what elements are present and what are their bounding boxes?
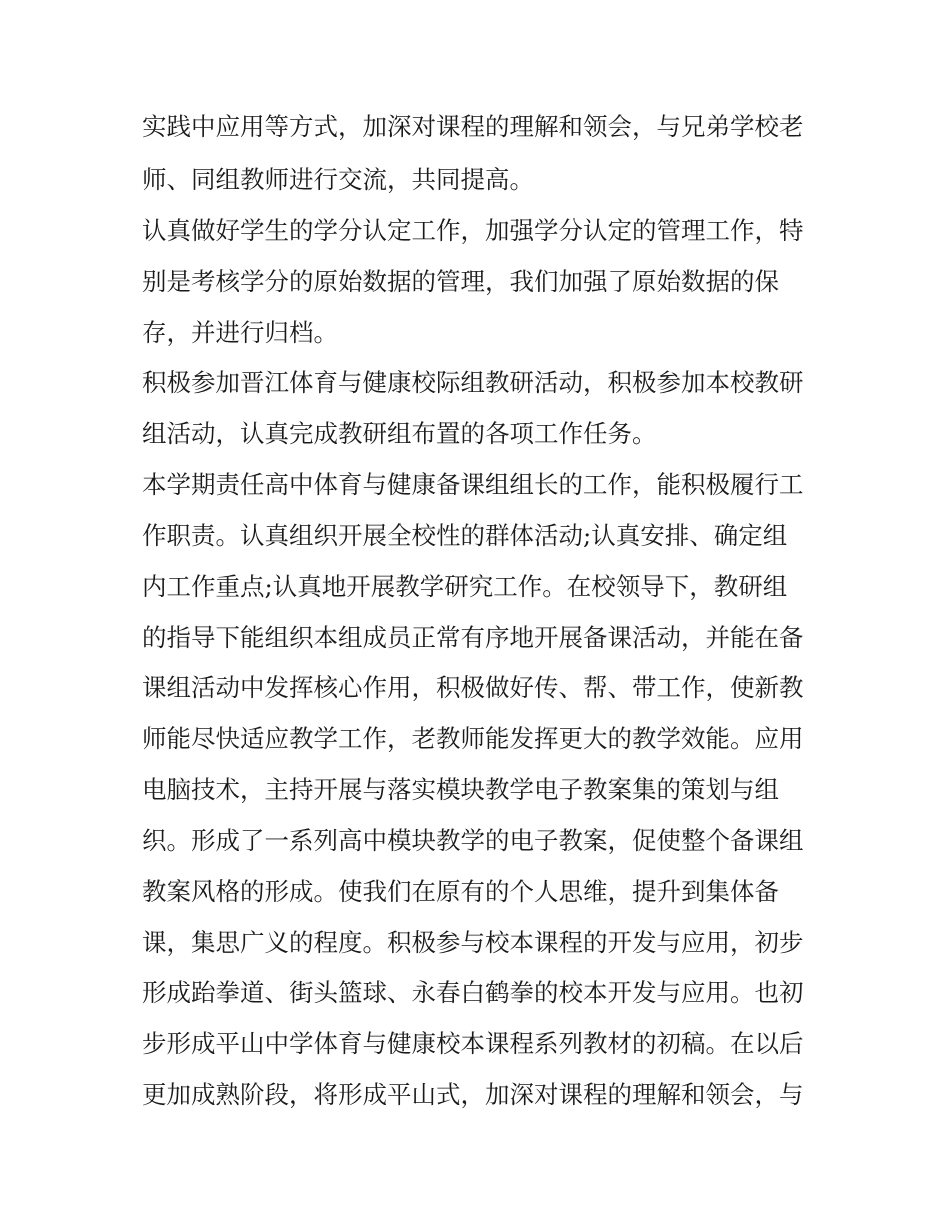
text-line: 更加成熟阶段，将形成平山式，加深对课程的理解和领会，与	[142, 1080, 804, 1109]
text-line: 电脑技术，主持开展与落实模块教学电子教案集的策划与组	[142, 775, 779, 804]
text-line: 课，集思广义的程度。积极参与校本课程的开发与应用，初步	[142, 928, 804, 957]
text-line: 认真做好学生的学分认定工作，加强学分认定的管理工作，特	[142, 216, 804, 245]
text-line: 教案风格的形成。使我们在原有的个人思维，提升到集体备	[142, 877, 779, 906]
text-line: 的指导下能组织本组成员正常有序地开展备课活动，并能在备	[142, 623, 804, 652]
text-line: 步形成平山中学体育与健康校本课程系列教材的初稿。在以后	[142, 1029, 804, 1058]
text-line: 形成跆拳道、街头篮球、永春白鹤拳的校本开发与应用。也初	[142, 978, 804, 1007]
text-line: 别是考核学分的原始数据的管理，我们加强了原始数据的保	[142, 267, 779, 296]
text-line: 本学期责任高中体育与健康备课组组长的工作，能积极履行工	[142, 470, 804, 499]
text-line: 积极参加晋江体育与健康校际组教研活动，积极参加本校教研	[142, 368, 804, 397]
text-line: 师能尽快适应教学工作，老教师能发挥更大的教学效能。应用	[142, 724, 804, 753]
text-line: 课组活动中发挥核心作用，积极做好传、帮、带工作，使新教	[142, 673, 804, 702]
text-line: 织。形成了一系列高中模块教学的电子教案，促使整个备课组	[142, 826, 804, 855]
text-line: 存，并进行归档。	[142, 318, 338, 347]
text-line: 实践中应用等方式，加深对课程的理解和领会，与兄弟学校老	[142, 112, 804, 141]
text-line: 内工作重点;认真地开展教学研究工作。在校领导下，教研组	[142, 572, 788, 601]
text-line: 组活动，认真完成教研组布置的各项工作任务。	[142, 419, 657, 448]
text-line: 师、同组教师进行交流，共同提高。	[142, 165, 534, 194]
text-line: 作职责。认真组织开展全校性的群体活动;认真安排、确定组	[142, 521, 788, 550]
